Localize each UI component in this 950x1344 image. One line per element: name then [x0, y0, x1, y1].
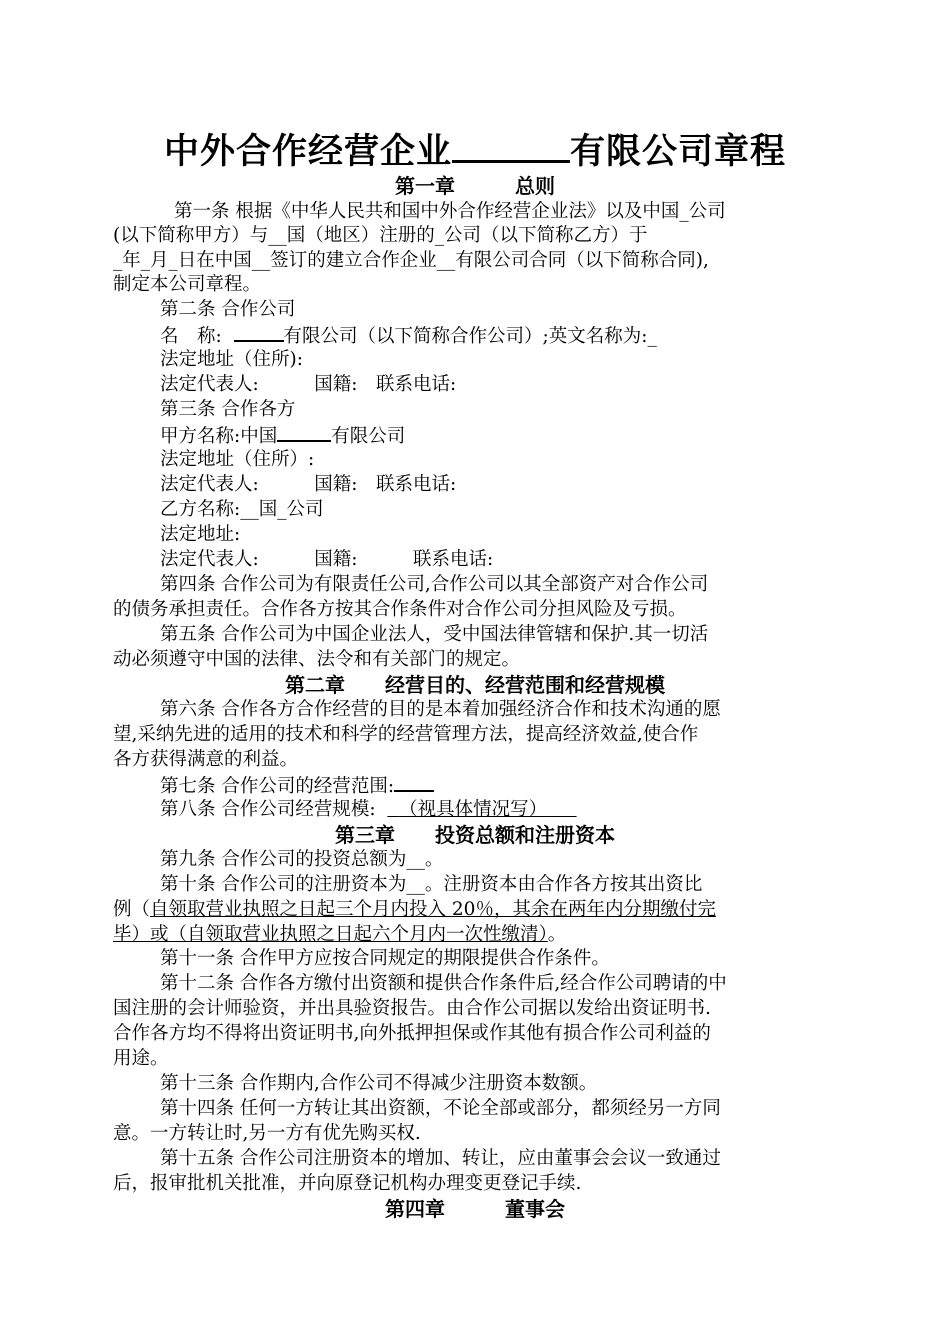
- document-title: [0, 126, 950, 176]
- party-b-address-line: 法定地址:: [160, 524, 241, 545]
- article-8-text: 第八条 合作公司经营规模:: [160, 799, 376, 820]
- article-8-underlined: [387, 799, 576, 820]
- article-12-line-3: 合作各方均不得将出资证明书,向外抵押担保或作其他有损合作公司利益的: [113, 1023, 711, 1044]
- article-12-line-4: 用途。: [113, 1048, 169, 1069]
- article-7-text: 第七条 合作公司的经营范围:: [160, 776, 395, 797]
- article-4-line-2: 的债务承担责任。合作各方按其合作条件对合作公司分担风险及亏损。: [113, 599, 687, 620]
- article-15-line-2: 后，报审批机关批准，并向原登记机构办理变更登记手续.: [113, 1173, 582, 1194]
- article-6-line-2: 望,采纳先进的适用的技术和科学的经营管理方法，提高经济效益,使合作: [113, 724, 699, 745]
- article-10-option-1-end: 毕）: [113, 924, 151, 945]
- article-8-scale-text: （视具体情况写）: [399, 799, 548, 820]
- party-a-name-blank: [277, 422, 331, 442]
- article-11-line: 第十一条 合作甲方应按合同规定的期限提供合作条件。: [160, 948, 610, 969]
- article-10-line-1: 第十条 合作公司的注册资本为__。注册资本由合作各方按其出资比: [160, 874, 703, 895]
- article-14-line-2: 意。一方转让时,另一方有优先购买权.: [113, 1123, 421, 1144]
- article-6-line-3: 各方获得满意的利益。: [113, 749, 299, 770]
- article-9-line: 第九条 合作公司的投资总额为__。: [160, 849, 444, 870]
- article-12-line-2: 国注册的会计师验资，并出具验资报告。由合作公司据以发给出资证明书.: [113, 998, 711, 1019]
- article-10-period: 。: [547, 924, 567, 945]
- party-b-rep-line: 法定代表人: 国籍: 联系电话:: [160, 549, 494, 570]
- company-name-label: 名 称:: [160, 326, 222, 347]
- article-3-heading: 第三条 合作各方: [160, 399, 296, 420]
- party-a-address-line: 法定地址（住所）:: [160, 449, 315, 470]
- company-name-text: 有限公司（以下简称合作公司）;英文名称为:_: [283, 326, 657, 347]
- article-14-line-1: 第十四条 任何一方转让其出资额，不论全部或部分，都须经另一方同: [160, 1098, 721, 1119]
- article-8-line: [160, 797, 577, 823]
- party-b-name-line: 乙方名称:__国_公司: [160, 499, 324, 520]
- chapter-3-heading: 第三章 投资总额和注册资本: [335, 823, 615, 847]
- article-1-line-3: _年_月_日在中国__签订的建立合作企业__有限公司合同（以下简称合同),: [113, 250, 709, 271]
- article-1-line-1: 第一条 根据《中华人民共和国中外合作经营企业法》以及中国_公司: [174, 201, 726, 222]
- article-13-line: 第十三条 合作期内,合作公司不得减少注册资本数额。: [160, 1073, 598, 1094]
- article-4-line-1: 第四条 合作公司为有限责任公司,合作公司以其全部资产对合作公司: [160, 574, 709, 595]
- article-1-line-2: (以下简称甲方）与__国（地区）注册的_公司（以下简称乙方）于: [113, 225, 648, 246]
- article-10-paren: 例（: [113, 899, 151, 920]
- company-rep-line: 法定代表人: 国籍: 联系电话:: [160, 374, 457, 395]
- article-10-line-3: [113, 922, 566, 948]
- article-15-line-1: 第十五条 合作公司注册资本的增加、转让，应由董事会会议一致通过: [160, 1148, 721, 1169]
- article-7-blank: [394, 772, 434, 792]
- party-a-name-label: 甲方名称:中国: [160, 426, 278, 447]
- article-5-line-1: 第五条 合作公司为中国企业法人，受中国法律管辖和保护.其一切活: [160, 624, 709, 645]
- chapter-2-heading: 第二章 经营目的、经营范围和经营规模: [285, 673, 665, 697]
- article-12-line-1: 第十二条 合作各方缴付出资额和提供合作条件后,经合作公司聘请的中: [160, 973, 727, 994]
- title-prefix: 中外合作经营企业: [163, 132, 452, 172]
- article-5-line-2: 动必须遵守中国的法律、法令和有关部门的规定。: [113, 649, 521, 670]
- article-7-line: [160, 772, 434, 800]
- article-10-option-2: 或（自领取营业执照之日起六个月内一次性缴清）: [150, 924, 548, 945]
- article-10-line-2: [113, 897, 716, 923]
- title-blank: [452, 126, 570, 163]
- article-6-line-1: 第六条 合作各方合作经营的目的是本着加强经济合作和技术沟通的愿: [160, 699, 721, 720]
- party-a-name-text: 有限公司: [331, 426, 406, 447]
- article-2-heading: 第二条 合作公司: [160, 299, 296, 320]
- chapter-1-heading: 第一章 总则: [395, 174, 555, 198]
- company-name-line: [160, 322, 657, 350]
- chapter-4-heading: 第四章 董事会: [385, 1197, 565, 1221]
- article-10-option-1: 自领取营业执照之日起三个月内投入 20％，其余在两年内分期缴付完: [150, 899, 716, 920]
- title-suffix: 有限公司章程: [570, 132, 787, 172]
- company-name-blank: [234, 322, 284, 342]
- company-address-line: 法定地址（住所):: [160, 349, 303, 370]
- article-1-line-4: 制定本公司章程。: [113, 274, 262, 295]
- party-a-rep-line: 法定代表人: 国籍: 联系电话:: [160, 474, 457, 495]
- party-a-name-line: [160, 422, 405, 450]
